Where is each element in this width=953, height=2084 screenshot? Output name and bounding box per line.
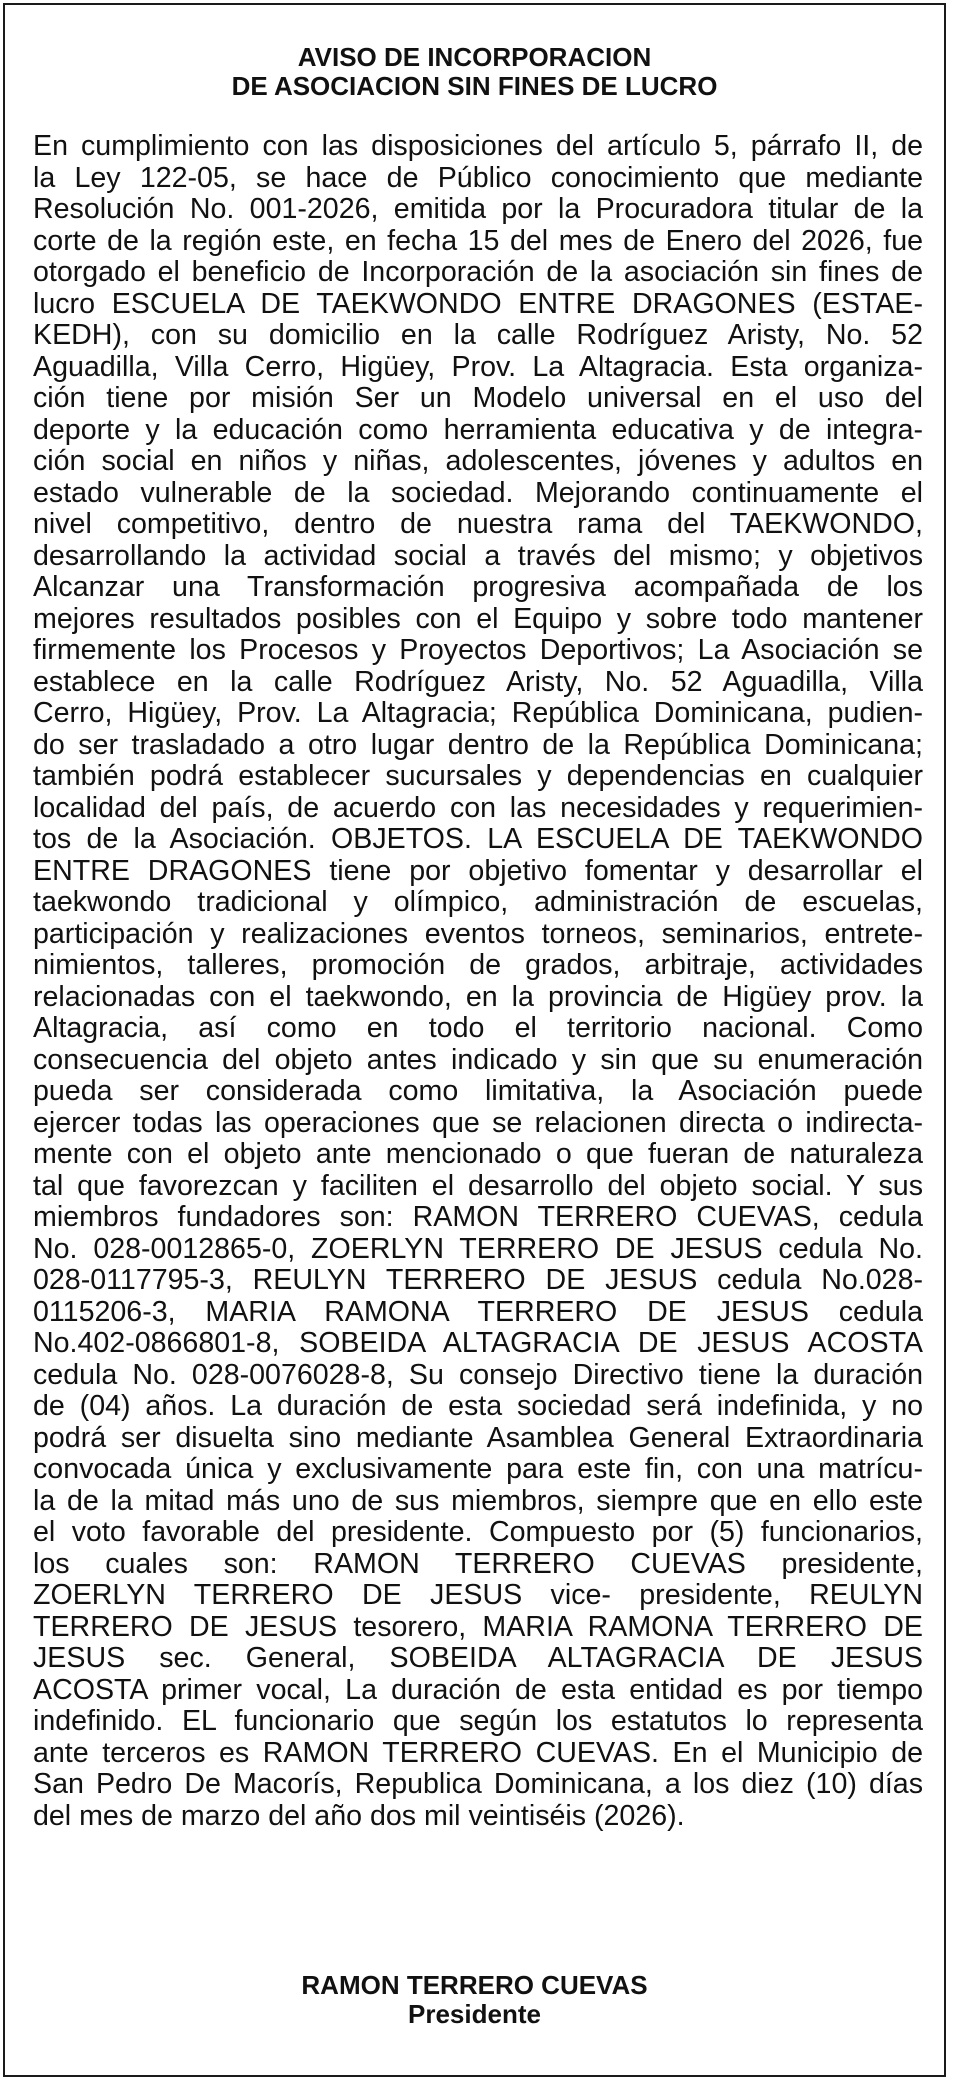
body-line: nimientos, talleres, promoción de grados, arbitraje, actividades xyxy=(33,950,923,981)
body-line: tos de la Asociación. OBJETOS. LA ESCUELA DE TAEKWONDO xyxy=(33,824,923,855)
body-line: establece en la calle Rodríguez Aristy, No. 52 Aguadilla, Villa xyxy=(33,666,923,698)
body-line: No. 028-0012865-0, ZOERLYN TERRERO DE JESUS cedula No. xyxy=(33,1233,923,1265)
body-line: do ser trasladado a otro lugar dentro de la República Dominicana; xyxy=(33,729,923,761)
body-line: 028-0117795-3, REULYN TERRERO DE JESUS cedula No.028- xyxy=(33,1265,923,1296)
body-line: desarrollando la actividad social a través del mismo; y objetivos xyxy=(33,540,923,572)
notice-title-line-2: DE ASOCIACION SIN FINES DE LUCRO xyxy=(231,71,718,101)
notice-frame xyxy=(3,3,946,2077)
body-line: No.402-0866801-8, SOBEIDA ALTAGRACIA DE JESUS ACOSTA xyxy=(33,1328,923,1359)
body-line: ZOERLYN TERRERO DE JESUS vice- presidente, REULYN xyxy=(33,1580,923,1611)
body-line: consecuencia del objeto antes indicado y sin que su enumeración xyxy=(33,1044,923,1076)
notice-title xyxy=(5,43,944,101)
body-line: mente con el objeto ante mencionado o que fueran de naturaleza xyxy=(33,1139,923,1170)
body-line: TERRERO DE JESUS tesorero, MARIA RAMONA TERRERO DE xyxy=(33,1611,923,1643)
body-line: San Pedro De Macorís, Republica Dominicana, a los diez (10) días xyxy=(33,1769,923,1800)
body-line: ACOSTA primer vocal, La duración de esta entidad es por tiempo xyxy=(33,1674,923,1706)
body-line: mejores resultados posibles con el Equipo y sobre todo mantener xyxy=(33,603,923,635)
body-line: cedula No. 028-0076028-8, Su consejo Directivo tiene la duración xyxy=(33,1359,923,1391)
body-line: indefinido. EL funcionario que según los estatutos lo representa xyxy=(33,1706,923,1737)
body-line: 0115206-3, MARIA RAMONA TERRERO DE JESUS cedula xyxy=(33,1296,923,1328)
body-line: corte de la región este, en fecha 15 del mes de Enero del 2026, fue xyxy=(33,225,923,257)
body-line: de (04) años. La duración de esta sociedad será indefinida, y no xyxy=(33,1391,923,1422)
body-line: la Ley 122-05, se hace de Público conocimiento que mediante xyxy=(33,162,923,194)
body-line: estado vulnerable de la sociedad. Mejorando continuamente el xyxy=(33,477,923,509)
body-line: el voto favorable del presidente. Compuesto por (5) funcionarios, xyxy=(33,1517,923,1548)
body-line: participación y realizaciones eventos torneos, seminarios, entrete- xyxy=(33,918,923,950)
signer-name: RAMON TERRERO CUEVAS xyxy=(301,1970,648,2000)
body-line: KEDH), con su domicilio en la calle Rodríguez Aristy, No. 52 xyxy=(33,320,923,351)
body-line: convocada única y exclusivamente para este fin, con una matrícu- xyxy=(33,1454,923,1485)
body-line: la de la mitad más uno de sus miembros, siempre que en ello este xyxy=(33,1485,923,1517)
body-line: Alcanzar una Transformación progresiva acompañada de los xyxy=(33,572,923,603)
signature-block xyxy=(5,1971,944,2029)
body-line: también podrá establecer sucursales y dependencias en cualquier xyxy=(33,761,923,792)
body-line: ejercer todas las operaciones que se relacionen directa o indirecta- xyxy=(33,1107,923,1139)
body-line: ción tiene por misión Ser un Modelo universal en el uso del xyxy=(33,383,923,414)
body-line: relacionadas con el taekwondo, en la provincia de Higüey prov. la xyxy=(33,981,923,1013)
body-line: Resolución No. 001-2026, emitida por la Procuradora titular de la xyxy=(33,194,923,225)
body-line: Aguadilla, Villa Cerro, Higüey, Prov. La Altagracia. Esta organiza- xyxy=(33,351,923,383)
body-line: Cerro, Higüey, Prov. La Altagracia; República Dominicana, pudien- xyxy=(33,698,923,729)
body-line: miembros fundadores son: RAMON TERRERO CUEVAS, cedula xyxy=(33,1202,923,1233)
body-line: En cumplimiento con las disposiciones del artículo 5, párrafo II, de xyxy=(33,131,923,162)
notice-title-line-1: AVISO DE INCORPORACION xyxy=(297,42,652,72)
body-line: ción social en niños y niñas, adolescentes, jóvenes y adultos en xyxy=(33,446,923,477)
body-line: deporte y la educación como herramienta educativa y de integra- xyxy=(33,414,923,446)
body-line: del mes de marzo del año dos mil veintiséis (2026). xyxy=(33,1800,685,1832)
body-line: lucro ESCUELA DE TAEKWONDO ENTRE DRAGONES (ESTAE- xyxy=(33,288,923,320)
body-line: nivel competitivo, dentro de nuestra rama del TAEKWONDO, xyxy=(33,509,923,540)
body-line: Altagracia, así como en todo el territorio nacional. Como xyxy=(33,1013,923,1044)
body-line: ante terceros es RAMON TERRERO CUEVAS. En el Municipio de xyxy=(33,1737,923,1769)
body-line: firmemente los Procesos y Proyectos Deportivos; La Asociación se xyxy=(33,635,923,666)
body-line: podrá ser disuelta sino mediante Asamblea General Extraordinaria xyxy=(33,1422,923,1454)
body-line: los cuales son: RAMON TERRERO CUEVAS presidente, xyxy=(33,1548,923,1580)
body-line: JESUS sec. General, SOBEIDA ALTAGRACIA DE JESUS xyxy=(33,1643,923,1674)
body-line: localidad del país, de acuerdo con las necesidades y requerimien- xyxy=(33,792,923,824)
body-line: ENTRE DRAGONES tiene por objetivo fomentar y desarrollar el xyxy=(33,855,923,887)
signer-title: Presidente xyxy=(408,1999,541,2029)
body-line: tal que favorezcan y faciliten el desarrollo del objeto social. Y sus xyxy=(33,1170,923,1202)
body-line: taekwondo tradicional y olímpico, administración de escuelas, xyxy=(33,887,923,918)
notice-body xyxy=(33,131,923,1832)
body-line: pueda ser considerada como limitativa, la Asociación puede xyxy=(33,1076,923,1107)
body-line: otorgado el beneficio de Incorporación de la asociación sin fines de xyxy=(33,257,923,288)
